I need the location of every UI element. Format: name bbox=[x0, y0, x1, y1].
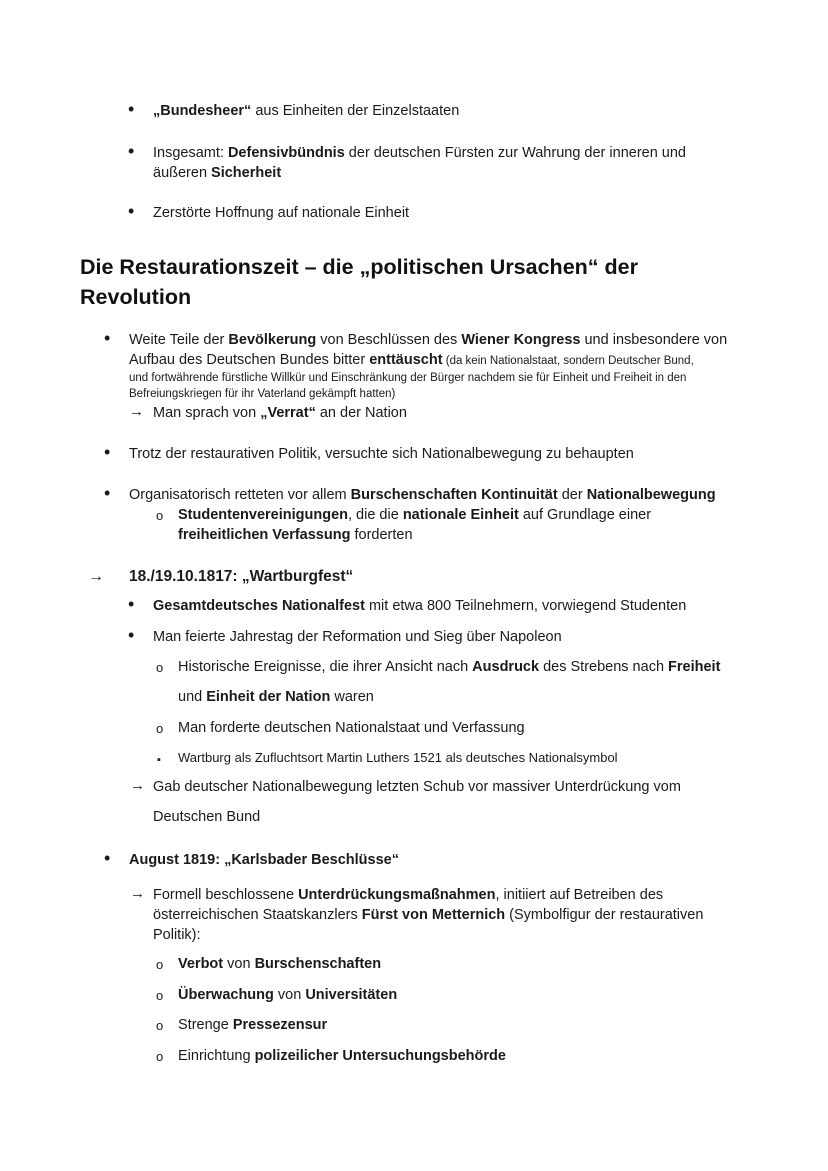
bullet bbox=[128, 625, 134, 646]
section-heading-line2: Revolution bbox=[80, 285, 192, 309]
sub-list-item-continuation bbox=[178, 525, 413, 545]
list-item: Trotz der restaurativen Politik, versuchte sich Nationalbewegung zu behaupten bbox=[129, 446, 634, 462]
sub-bullet bbox=[156, 954, 163, 975]
square-bullet bbox=[157, 748, 161, 770]
subsection-title: 18./19.10.1817: „Wartburgfest“ bbox=[129, 568, 354, 585]
text: , initiiert auf Betreiben des bbox=[495, 887, 664, 903]
text: Weite Teile der bbox=[129, 332, 229, 348]
text: Formell beschlossene bbox=[153, 887, 299, 903]
text: von Beschlüssen des bbox=[316, 332, 462, 348]
arrow-item: Gab deutscher Nationalbewegung letzten Schub vor massiver Unterdrückung vom bbox=[153, 779, 681, 795]
text: Historische Ereignisse, die ihrer Ansicht nach bbox=[178, 659, 473, 675]
bullet bbox=[128, 594, 134, 615]
bold-term: „Verrat“ bbox=[260, 405, 316, 421]
arrow-icon bbox=[130, 776, 145, 796]
arrow-item bbox=[153, 885, 663, 905]
bold-term: Burschenschaften Kontinuität bbox=[350, 487, 558, 503]
bold-term: Wiener Kongress bbox=[461, 332, 581, 348]
arrow-item-continuation: Deutschen Bund bbox=[153, 809, 261, 825]
text: waren bbox=[330, 689, 374, 705]
bold-term: Universitäten bbox=[305, 987, 398, 1003]
bold-term: Fürst von Metternich bbox=[361, 907, 506, 923]
bold-term: Nationalbewegung bbox=[586, 487, 716, 503]
sub-list-item bbox=[178, 1046, 506, 1066]
bold-term: Defensivbündnis bbox=[227, 145, 345, 161]
list-item-continuation bbox=[153, 163, 281, 183]
bold-term: Ausdruck bbox=[472, 659, 540, 675]
bold-term: Freiheit bbox=[668, 659, 721, 675]
sub-bullet bbox=[156, 657, 163, 678]
sub-bullet bbox=[156, 985, 163, 1006]
sub-list-item bbox=[178, 985, 397, 1005]
small-note: und fortwährende fürstliche Willkür und Einschränkung der Bürger nachdem sie für Einheit und Freiheit in den bbox=[129, 372, 687, 384]
text: , die die bbox=[348, 507, 403, 523]
text: Aufbau des Deutschen Bundes bitter bbox=[129, 352, 370, 368]
text: an der Nation bbox=[315, 405, 407, 421]
text: aus Einheiten der Einzelstaaten bbox=[251, 103, 460, 119]
bold-term: enttäuscht bbox=[369, 352, 443, 368]
bullet bbox=[128, 141, 134, 162]
bold-term: nationale Einheit bbox=[402, 507, 519, 523]
text: auf Grundlage einer bbox=[518, 507, 652, 523]
bullet bbox=[104, 483, 110, 504]
bold-term: Bevölkerung bbox=[228, 332, 317, 348]
bold-term: „Bundesheer“ bbox=[153, 103, 252, 119]
small-note: Befreiungskriegen für ihr Vaterland gekämpft hatten) bbox=[129, 388, 396, 400]
text: und bbox=[178, 689, 207, 705]
bullet bbox=[128, 99, 134, 120]
text: und insbesondere von bbox=[580, 332, 728, 348]
text: Man sprach von bbox=[153, 405, 261, 421]
bold-term: Studentenvereinigungen bbox=[178, 507, 348, 523]
text: österreichischen Staatskanzlers bbox=[153, 907, 362, 923]
list-item: Man feierte Jahrestag der Reformation und Sieg über Napoleon bbox=[153, 629, 562, 645]
bold-term: Verbot bbox=[178, 956, 224, 972]
bullet bbox=[104, 848, 110, 869]
sub-list-item bbox=[178, 657, 720, 677]
bold-term: Pressezensur bbox=[232, 1017, 328, 1033]
sub-list-item bbox=[178, 954, 381, 974]
sub-bullet bbox=[156, 505, 163, 526]
text: des Strebens nach bbox=[539, 659, 669, 675]
arrow-item-continuation: Politik): bbox=[153, 927, 201, 943]
sub-bullet bbox=[156, 1015, 163, 1036]
list-item bbox=[129, 330, 727, 350]
list-item-continuation bbox=[129, 350, 694, 370]
sub-bullet bbox=[156, 1046, 163, 1067]
list-item bbox=[153, 596, 686, 616]
sub-list-item: Man forderte deutschen Nationalstaat und Verfassung bbox=[178, 720, 525, 736]
text: Strenge bbox=[178, 1017, 233, 1033]
bullet bbox=[128, 201, 134, 222]
bold-term: Burschenschaften bbox=[254, 956, 382, 972]
sub-list-item bbox=[178, 1015, 327, 1035]
bold-term: Einheit der Nation bbox=[206, 689, 331, 705]
text: äußeren bbox=[153, 165, 212, 181]
arrow-icon bbox=[130, 884, 145, 904]
text: Insgesamt: bbox=[153, 145, 228, 161]
arrow-icon bbox=[88, 567, 104, 587]
bullet bbox=[104, 442, 110, 463]
arrow-item bbox=[153, 403, 407, 423]
bold-term: Sicherheit bbox=[211, 165, 282, 181]
sub-list-item bbox=[178, 505, 651, 525]
arrow-icon bbox=[129, 402, 144, 422]
sub-bullet bbox=[156, 718, 163, 739]
text: der deutschen Fürsten zur Wahrung der inneren und bbox=[344, 145, 686, 161]
text: mit etwa 800 Teilnehmern, vorwiegend Studenten bbox=[364, 598, 687, 614]
list-item bbox=[153, 143, 686, 163]
sub-sub-list-item: Wartburg als Zufluchtsort Martin Luthers 1521 als deutsches Nationalsymbol bbox=[178, 750, 618, 765]
list-item bbox=[129, 485, 716, 505]
text: Organisatorisch retteten vor allem bbox=[129, 487, 351, 503]
text: forderten bbox=[350, 527, 413, 543]
list-item: Zerstörte Hoffnung auf nationale Einheit bbox=[153, 205, 410, 221]
bullet bbox=[104, 328, 110, 349]
text: (Symbolfigur der restaurativen bbox=[505, 907, 704, 923]
bold-term: polizeilicher Untersuchungsbehörde bbox=[254, 1048, 506, 1064]
text: Einrichtung bbox=[178, 1048, 255, 1064]
text: von bbox=[223, 956, 255, 972]
bold-term: Unterdrückungsmaßnahmen bbox=[298, 887, 496, 903]
small-note: (da kein Nationalstaat, sondern Deutscher Bund, bbox=[442, 355, 694, 367]
arrow-item-continuation bbox=[153, 905, 703, 925]
bold-term: Überwachung bbox=[178, 987, 274, 1003]
text: von bbox=[273, 987, 306, 1003]
bold-term: freiheitlichen Verfassung bbox=[178, 527, 351, 543]
text: der bbox=[557, 487, 587, 503]
bold-term: Gesamtdeutsches Nationalfest bbox=[153, 598, 365, 614]
list-item bbox=[153, 101, 459, 121]
subsection-title: August 1819: „Karlsbader Beschlüsse“ bbox=[129, 852, 399, 868]
section-heading-line1: Die Restaurationszeit – die „politischen Ursachen“ der bbox=[80, 255, 638, 279]
sub-list-item-continuation bbox=[178, 687, 374, 707]
